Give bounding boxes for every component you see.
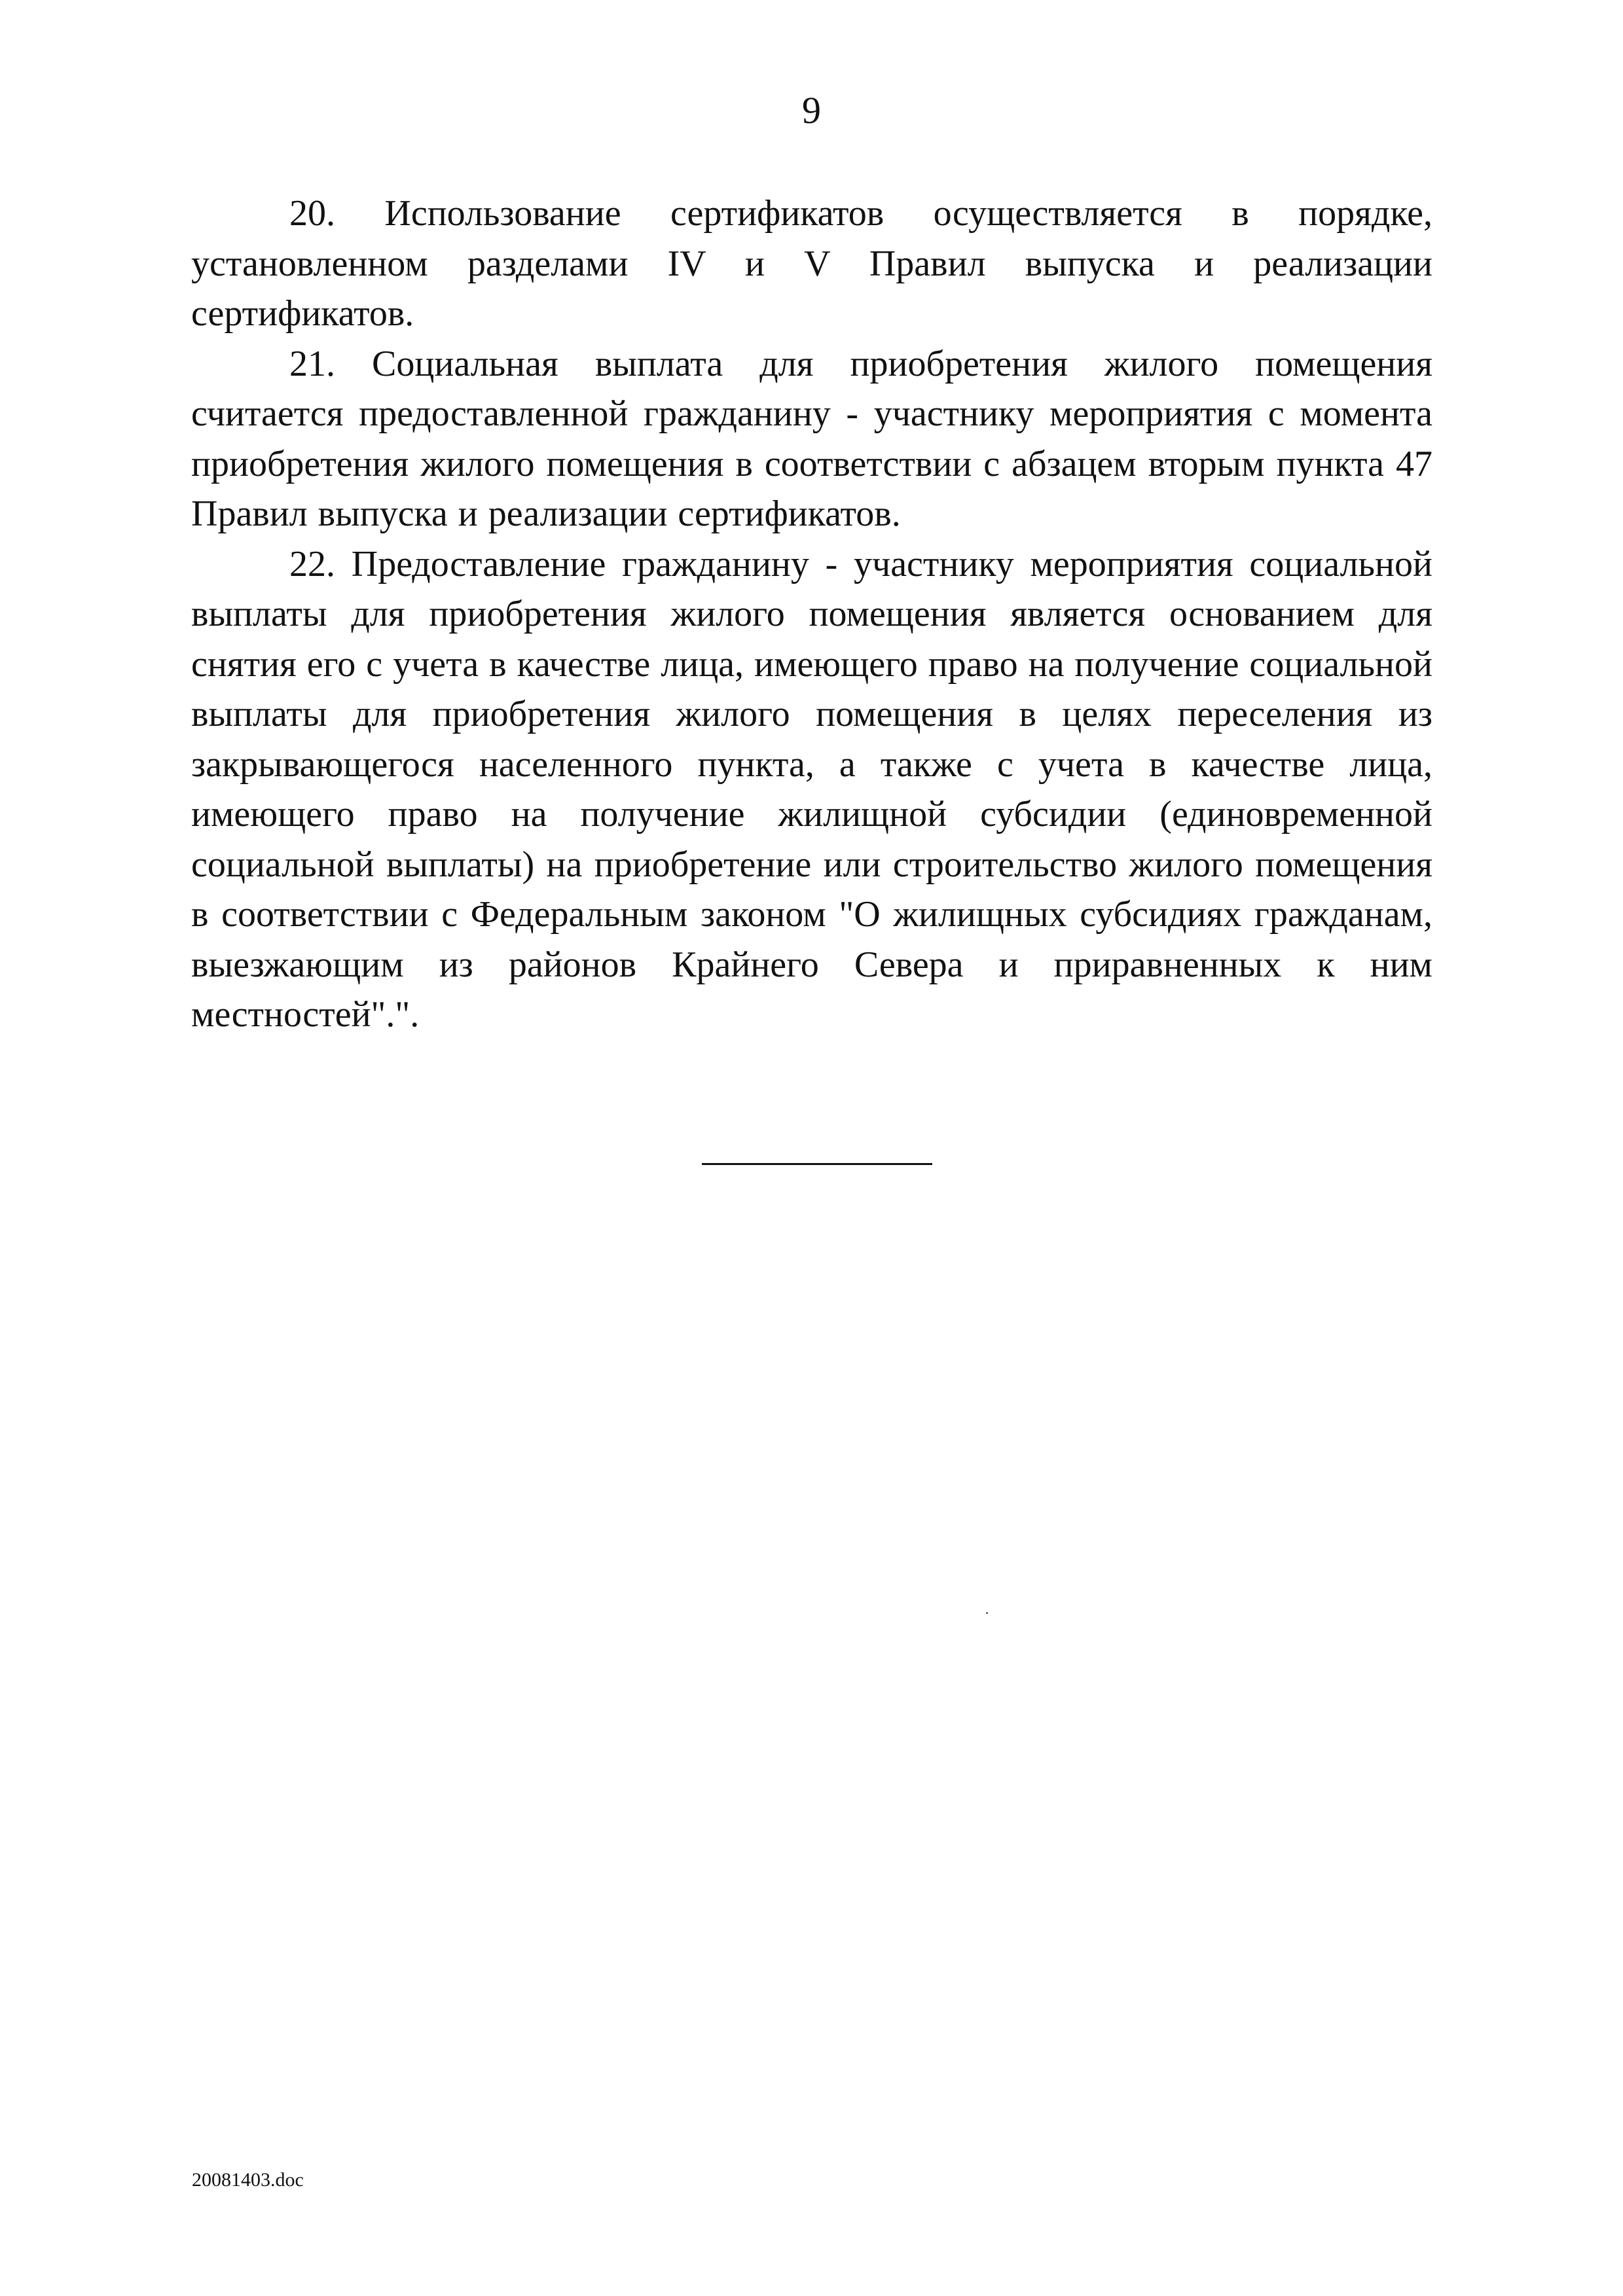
paragraph-21: 21. Социальная выплата для приобретения жилого помещения считается предоставленной гражданину - участнику мероприятия с момента приобретения жилого помещения в соответствии с абзацем вторым пункта 47 Правил выпуска и реализации сертификатов. bbox=[191, 343, 1432, 534]
paragraph-20: 20. Использование сертификатов осуществляется в порядке, установленном разделами IV и V Правил выпуска и реализации сертификатов. bbox=[191, 193, 1432, 334]
document-body bbox=[191, 188, 1432, 1040]
footer-filename: 20081403.doc bbox=[192, 2169, 304, 2191]
end-separator-line bbox=[702, 1163, 932, 1165]
page-number: 9 bbox=[802, 89, 821, 132]
paragraph-22: 22. Предоставление гражданину - участнику мероприятия социальной выплаты для приобретения жилого помещения является основанием для снятия его с учета в качестве лица, имеющего право на получение социальной выплаты для приобретения жилого помещения в целях переселения из закрывающегося населенного пункта, а также с учета в качестве лица, имеющего право на получение жилищной субсидии (единовременной социальной выплаты) на приобретение или строительство жилого помещения в соответствии с Федеральным законом "О жилищных субсидиях гражданам, выезжающим из районов Крайнего Севера и приравненных к ним местностей".". bbox=[191, 543, 1432, 1035]
scan-speck bbox=[986, 1612, 988, 1614]
